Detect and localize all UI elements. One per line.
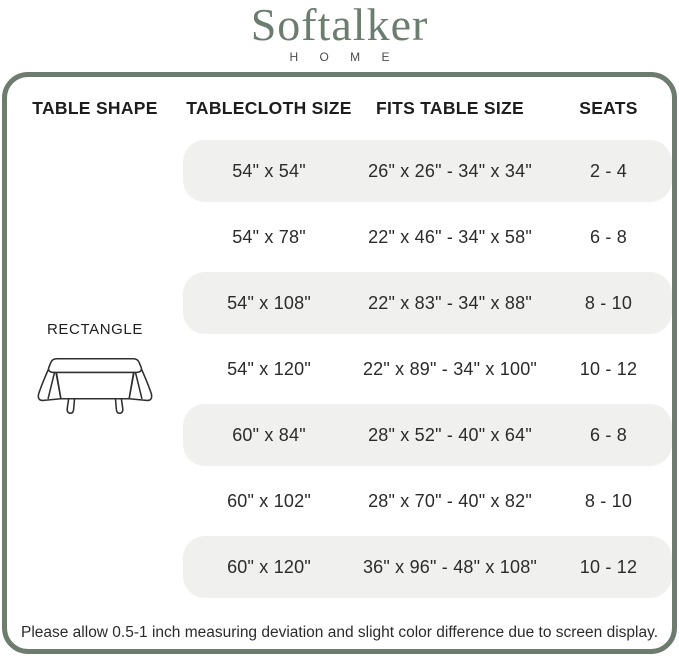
seats-value: 8 - 10 — [584, 490, 633, 511]
tablecloth-size-value: 60" x 84" — [232, 424, 306, 445]
fits-table-size-value: 22" x 89" - 34" x 100" — [362, 358, 538, 379]
fits-table-size-value: 26" x 26" - 34" x 34" — [368, 160, 532, 181]
column-headers — [7, 77, 672, 140]
seats-value: 10 - 12 — [579, 358, 638, 379]
seats-value: 10 - 12 — [579, 556, 638, 577]
size-row — [183, 404, 672, 466]
tablecloth-size-value: 54" x 120" — [227, 358, 311, 379]
fits-table-size-value: 22" x 83" - 34" x 88" — [368, 292, 532, 313]
tablecloth-size-value: 54" x 108" — [227, 292, 311, 313]
seats-value: 8 - 10 — [584, 292, 633, 313]
table-shape-cell — [7, 140, 183, 602]
header-seats: SEATS — [579, 98, 638, 118]
tablecloth-size-value: 60" x 102" — [227, 490, 311, 511]
disclaimer-note: Please allow 0.5-1 inch measuring deviation and slight color difference due to screen display. — [20, 624, 659, 641]
brand-header — [0, 0, 679, 70]
tablecloth-size-value: 54" x 78" — [232, 226, 306, 247]
fits-table-size-value: 36" x 96" - 48" x 108" — [362, 556, 538, 577]
tablecloth-size-value: 54" x 54" — [232, 160, 306, 181]
size-rows — [183, 140, 672, 602]
size-row — [183, 536, 672, 598]
size-row — [183, 206, 672, 268]
tablecloth-size-value: 60" x 120" — [227, 556, 311, 577]
size-row — [183, 470, 672, 532]
brand-logo: Softalker — [250, 0, 429, 50]
fits-table-size-value: 28" x 70" - 40" x 82" — [368, 490, 532, 511]
header-fits-table-size: FITS TABLE SIZE — [375, 98, 525, 118]
seats-value: 6 - 8 — [589, 424, 628, 445]
size-row — [183, 272, 672, 334]
size-row — [183, 338, 672, 400]
seats-value: 6 - 8 — [589, 226, 628, 247]
fits-table-size-value: 28" x 52" - 40" x 64" — [368, 424, 532, 445]
brand-subtitle: H O M E — [289, 50, 399, 64]
size-chart-panel — [2, 72, 677, 654]
fits-table-size-value: 22" x 46" - 34" x 58" — [368, 226, 532, 247]
size-row — [183, 140, 672, 202]
seats-value: 2 - 4 — [589, 160, 628, 181]
header-tablecloth-size: TABLECLOTH SIZE — [186, 98, 352, 118]
shape-label: RECTANGLE — [47, 321, 143, 338]
header-table-shape: TABLE SHAPE — [32, 98, 158, 118]
rectangle-tablecloth-icon — [35, 351, 155, 421]
